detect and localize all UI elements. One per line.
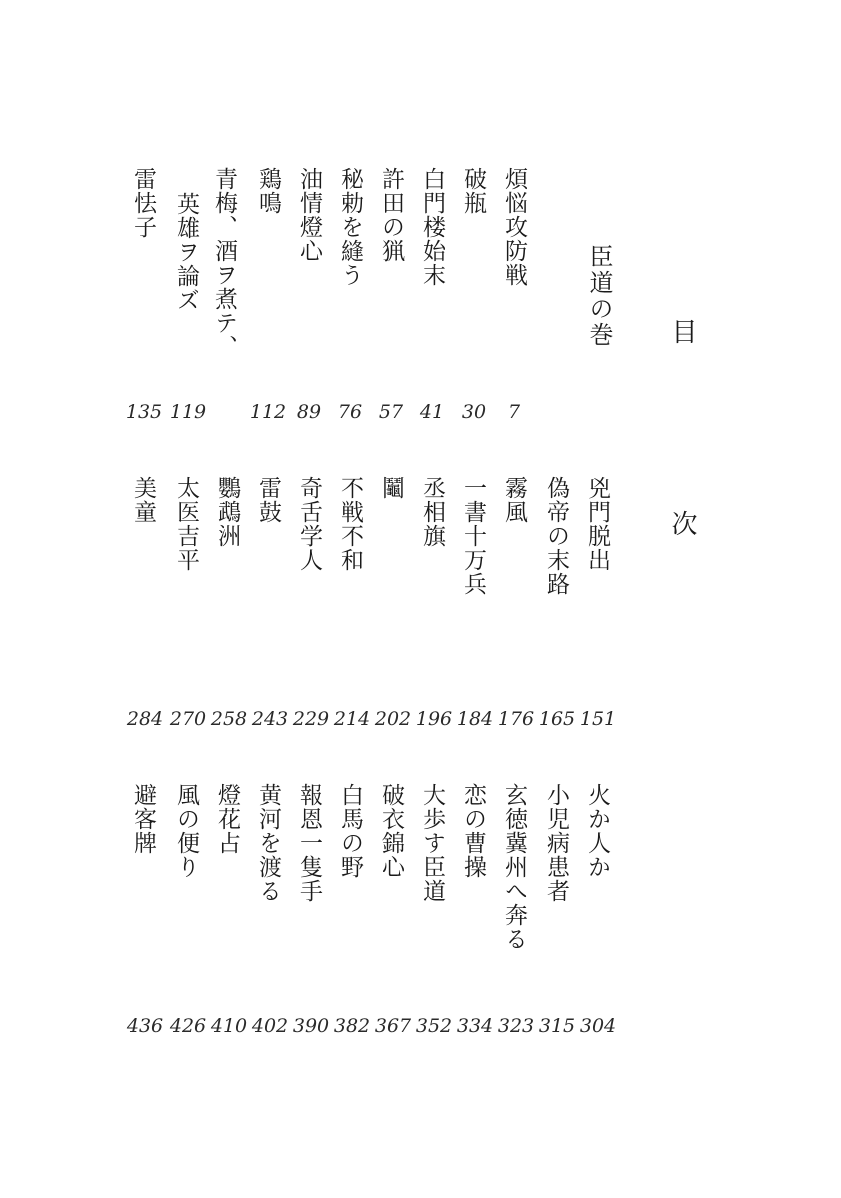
toc-entry-page: 334 (456, 1015, 494, 1037)
toc-entry-page: 30 (461, 401, 487, 423)
toc-entry-page: 402 (251, 1015, 289, 1037)
toc-entry-title: 火か人か (584, 783, 610, 879)
toc-entry-title: 白馬の野 (337, 783, 363, 879)
toc-entry-title: 許田の猟 (378, 167, 404, 263)
toc-entry-title: 避客牌 (130, 783, 156, 855)
toc-entry-page: 284 (126, 708, 164, 730)
toc-entry-page: 390 (292, 1015, 330, 1037)
toc-entry-title: 兇門脱出 (584, 476, 610, 572)
toc-entry-title: 雷鼓 (255, 476, 281, 524)
toc-entry-title: 不戦不和 (337, 476, 363, 572)
page-title: 目 次 (667, 318, 697, 606)
toc-entry-title: 油情燈心 (296, 167, 322, 263)
toc-entry-page: 57 (378, 401, 404, 423)
toc-entry-title: 大歩す臣道 (419, 783, 445, 903)
toc-entry-page: 352 (415, 1015, 453, 1037)
toc-entry-title: 奇舌学人 (296, 476, 322, 572)
toc-entry-page: 119 (169, 401, 207, 423)
toc-entry-page: 76 (337, 401, 363, 423)
toc-entry-page: 151 (579, 708, 617, 730)
toc-entry-title: 白門楼始末 (419, 167, 445, 287)
toc-entry-title: 太医吉平 (173, 476, 199, 572)
toc-entry-title: 玄徳冀州へ奔る (501, 783, 527, 951)
toc-entry-title: 美童 (130, 476, 156, 524)
toc-entry-page: 315 (538, 1015, 576, 1037)
toc-entry-title: 黄河を渡る (255, 783, 281, 903)
toc-entry-title: 偽帝の末路 (543, 476, 569, 596)
toc-entry-page: 176 (497, 708, 535, 730)
toc-entry-title: 雷怯子 (130, 167, 156, 239)
toc-entry-page: 89 (296, 401, 322, 423)
toc-entry-page: 7 (507, 401, 521, 423)
toc-entry-title: 小児病患者 (543, 783, 569, 903)
toc-entry-title: 煩悩攻防戦 (501, 167, 527, 287)
toc-entry-page: 367 (374, 1015, 412, 1037)
toc-entry-title: 一書十万兵 (460, 476, 486, 596)
toc-entry-title-continued: 英雄ヲ論ズ (173, 192, 199, 312)
toc-entry-page: 214 (333, 708, 371, 730)
toc-entry-page: 382 (333, 1015, 371, 1037)
toc-entry-title: 丞相旗 (419, 476, 445, 548)
toc-entry-title: 霧風 (501, 476, 527, 524)
toc-entry-page: 410 (210, 1015, 248, 1037)
toc-entry-page: 426 (169, 1015, 207, 1037)
toc-entry-page: 165 (538, 708, 576, 730)
toc-entry-page: 184 (456, 708, 494, 730)
toc-entry-title: 秘勅を縫う (337, 167, 363, 287)
toc-entry-title: 恋の曹操 (460, 783, 486, 879)
toc-entry-page: 436 (126, 1015, 164, 1037)
toc-entry-title: 破瓶 (460, 167, 486, 215)
toc-entry-page: 229 (292, 708, 330, 730)
toc-entry-title: 鶏鳴 (255, 167, 281, 215)
toc-entry-page: 243 (251, 708, 289, 730)
toc-entry-title: 鬮 (378, 476, 404, 500)
toc-entry-page: 41 (419, 401, 445, 423)
toc-entry-title: 青梅、酒ヲ煮テ、 (211, 167, 237, 359)
toc-entry-title: 燈花占 (214, 783, 240, 855)
toc-entry-page: 258 (210, 708, 248, 730)
toc-entry-page: 304 (579, 1015, 617, 1037)
toc-entry-page: 196 (415, 708, 453, 730)
toc-entry-title: 風の便り (173, 783, 199, 879)
toc-entry-page: 270 (169, 708, 207, 730)
toc-entry-page: 323 (497, 1015, 535, 1037)
section-heading: 臣道の巻 (585, 244, 613, 348)
toc-entry-title: 報恩一隻手 (296, 783, 322, 903)
toc-entry-title: 破衣錦心 (378, 783, 404, 879)
toc-entry-title: 鸚鵡洲 (214, 476, 240, 548)
toc-entry-page: 112 (249, 401, 287, 423)
toc-entry-page: 135 (125, 401, 163, 423)
toc-entry-page: 202 (374, 708, 412, 730)
